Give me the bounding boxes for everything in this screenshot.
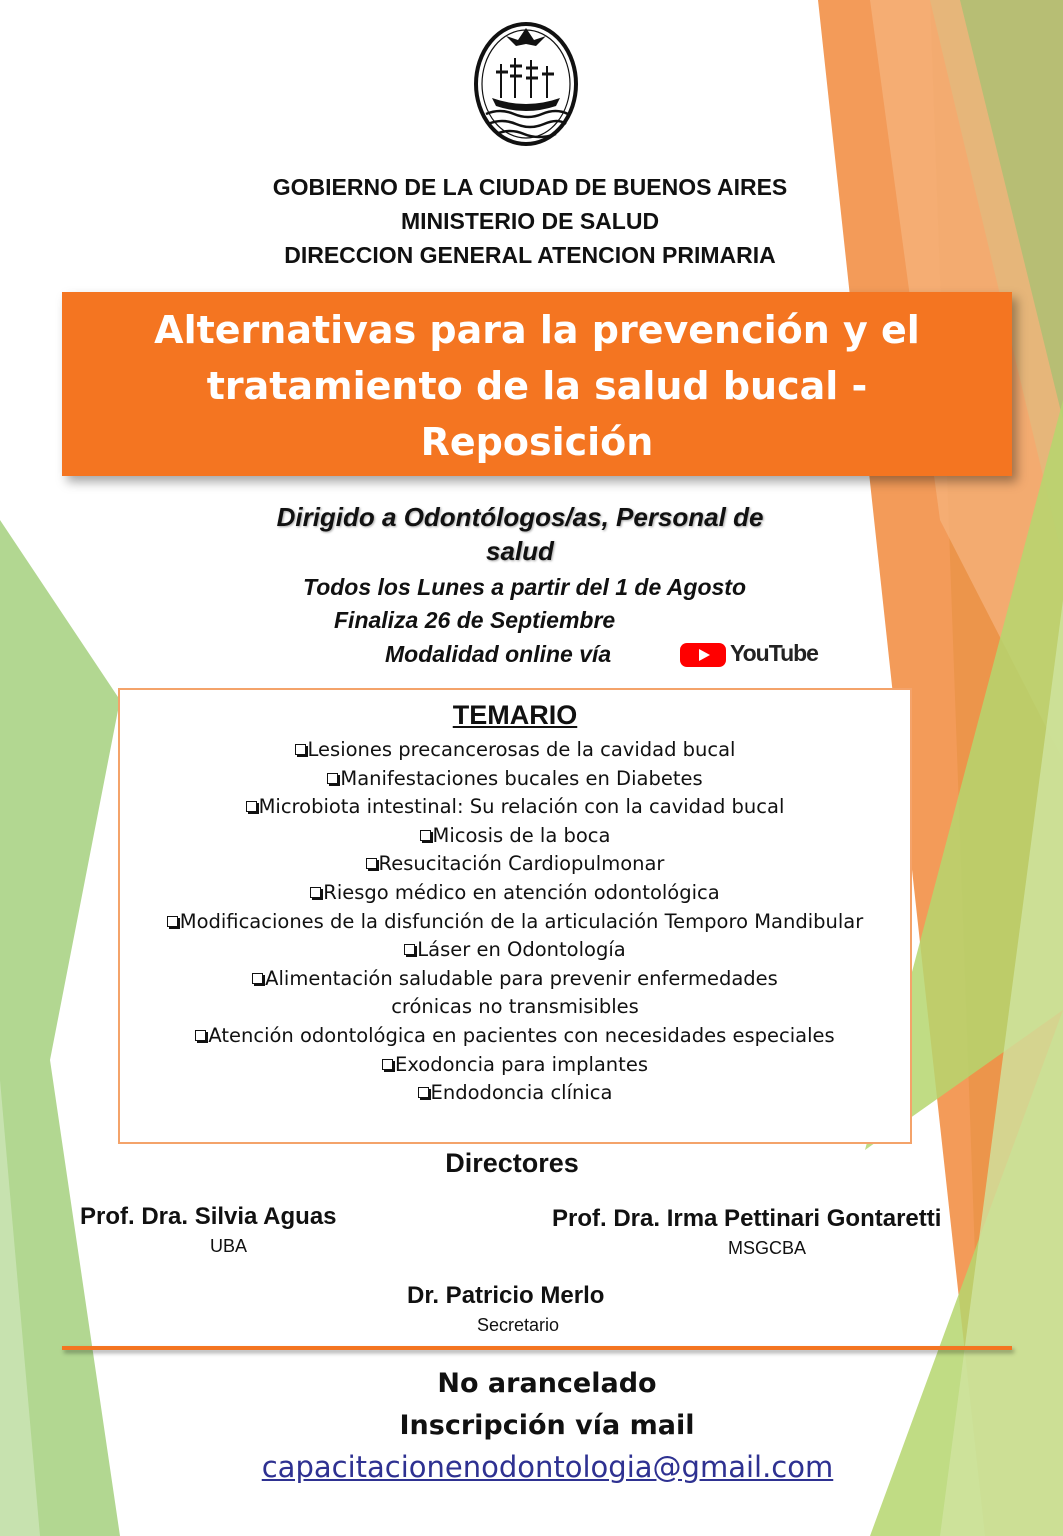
temario-box <box>118 688 912 1144</box>
audience-line-2: salud <box>486 536 554 566</box>
header-line-ministry: MINISTERIO DE SALUD <box>400 208 660 234</box>
youtube-wordmark: YouTube <box>730 640 818 666</box>
temario-title: TEMARIO <box>452 700 578 730</box>
list-item: Atención odontológica en pacientes con necesidades especiales <box>120 1022 910 1051</box>
directores-heading: Directores <box>445 1148 579 1178</box>
list-item: Resucitación Cardiopulmonar <box>120 850 910 879</box>
schedule-modality: Modalidad online vía <box>385 641 612 667</box>
list-item: Endodoncia clínica <box>120 1079 910 1108</box>
list-item: Láser en Odontología <box>120 936 910 965</box>
director-2-name: Prof. Dra. Irma Pettinari Gontaretti <box>552 1205 942 1232</box>
header-line-city: GOBIERNO DE LA CIUDAD DE BUENOS AIRES <box>272 174 788 200</box>
list-item: Lesiones precancerosas de la cavidad bucal <box>120 736 910 765</box>
secretary-name: Dr. Patricio Merlo <box>407 1282 605 1309</box>
schedule-end: Finaliza 26 de Septiembre <box>334 607 616 633</box>
checkbox-bullet-icon <box>404 944 415 955</box>
list-item: Exodoncia para implantes <box>120 1051 910 1080</box>
secretary-role: Secretario <box>477 1315 560 1335</box>
list-item: Modificaciones de la disfunción de la articulación Temporo Mandibular <box>120 908 910 937</box>
checkbox-bullet-icon <box>418 1087 429 1098</box>
director-2-affiliation: MSGCBA <box>728 1238 807 1258</box>
checkbox-bullet-icon <box>295 744 306 755</box>
course-title-line-1: Alternativas para la prevención y el <box>154 308 920 352</box>
director-1-name: Prof. Dra. Silvia Aguas <box>80 1203 337 1230</box>
list-item: Riesgo médico en atención odontológica <box>120 879 910 908</box>
youtube-logo <box>680 640 830 670</box>
registration-text: Inscripción vía mail <box>399 1410 695 1441</box>
checkbox-bullet-icon <box>246 801 257 812</box>
audience-text <box>210 500 830 568</box>
checkbox-bullet-icon <box>366 858 377 869</box>
list-item: Micosis de la boca <box>120 822 910 851</box>
course-title-line-2: tratamiento de la salud bucal - <box>206 364 868 408</box>
checkbox-bullet-icon <box>382 1059 393 1070</box>
course-title-line-3: Reposición <box>420 420 654 464</box>
director-1-affiliation: UBA <box>210 1236 248 1256</box>
youtube-play-icon <box>680 643 726 667</box>
government-header <box>150 170 910 272</box>
checkbox-bullet-icon <box>195 1030 206 1041</box>
temario-list <box>120 736 910 1108</box>
checkbox-bullet-icon <box>167 916 178 927</box>
list-item: Manifestaciones bucales en Diabetes <box>120 765 910 794</box>
cost-text: No arancelado <box>437 1368 657 1399</box>
buenos-aires-coat-of-arms <box>470 14 582 148</box>
checkbox-bullet-icon <box>420 830 431 841</box>
header-line-direction: DIRECCION GENERAL ATENCION PRIMARIA <box>284 242 776 268</box>
checkbox-bullet-icon <box>327 773 338 784</box>
list-item: Alimentación saludable para prevenir enfermedades crónicas no transmisibles <box>120 965 910 1022</box>
schedule-start: Todos los Lunes a partir del 1 de Agosto <box>303 574 747 600</box>
section-divider <box>62 1346 1012 1350</box>
audience-line-1: Dirigido a Odontólogos/as, Personal de <box>276 502 764 532</box>
list-item: Microbiota intestinal: Su relación con la cavidad bucal <box>120 793 910 822</box>
registration-email-link[interactable]: capacitacionenodontologia@gmail.com <box>261 1450 834 1484</box>
checkbox-bullet-icon <box>310 887 321 898</box>
checkbox-bullet-icon <box>252 973 263 984</box>
title-banner <box>62 292 1012 476</box>
course-title <box>62 302 1012 470</box>
